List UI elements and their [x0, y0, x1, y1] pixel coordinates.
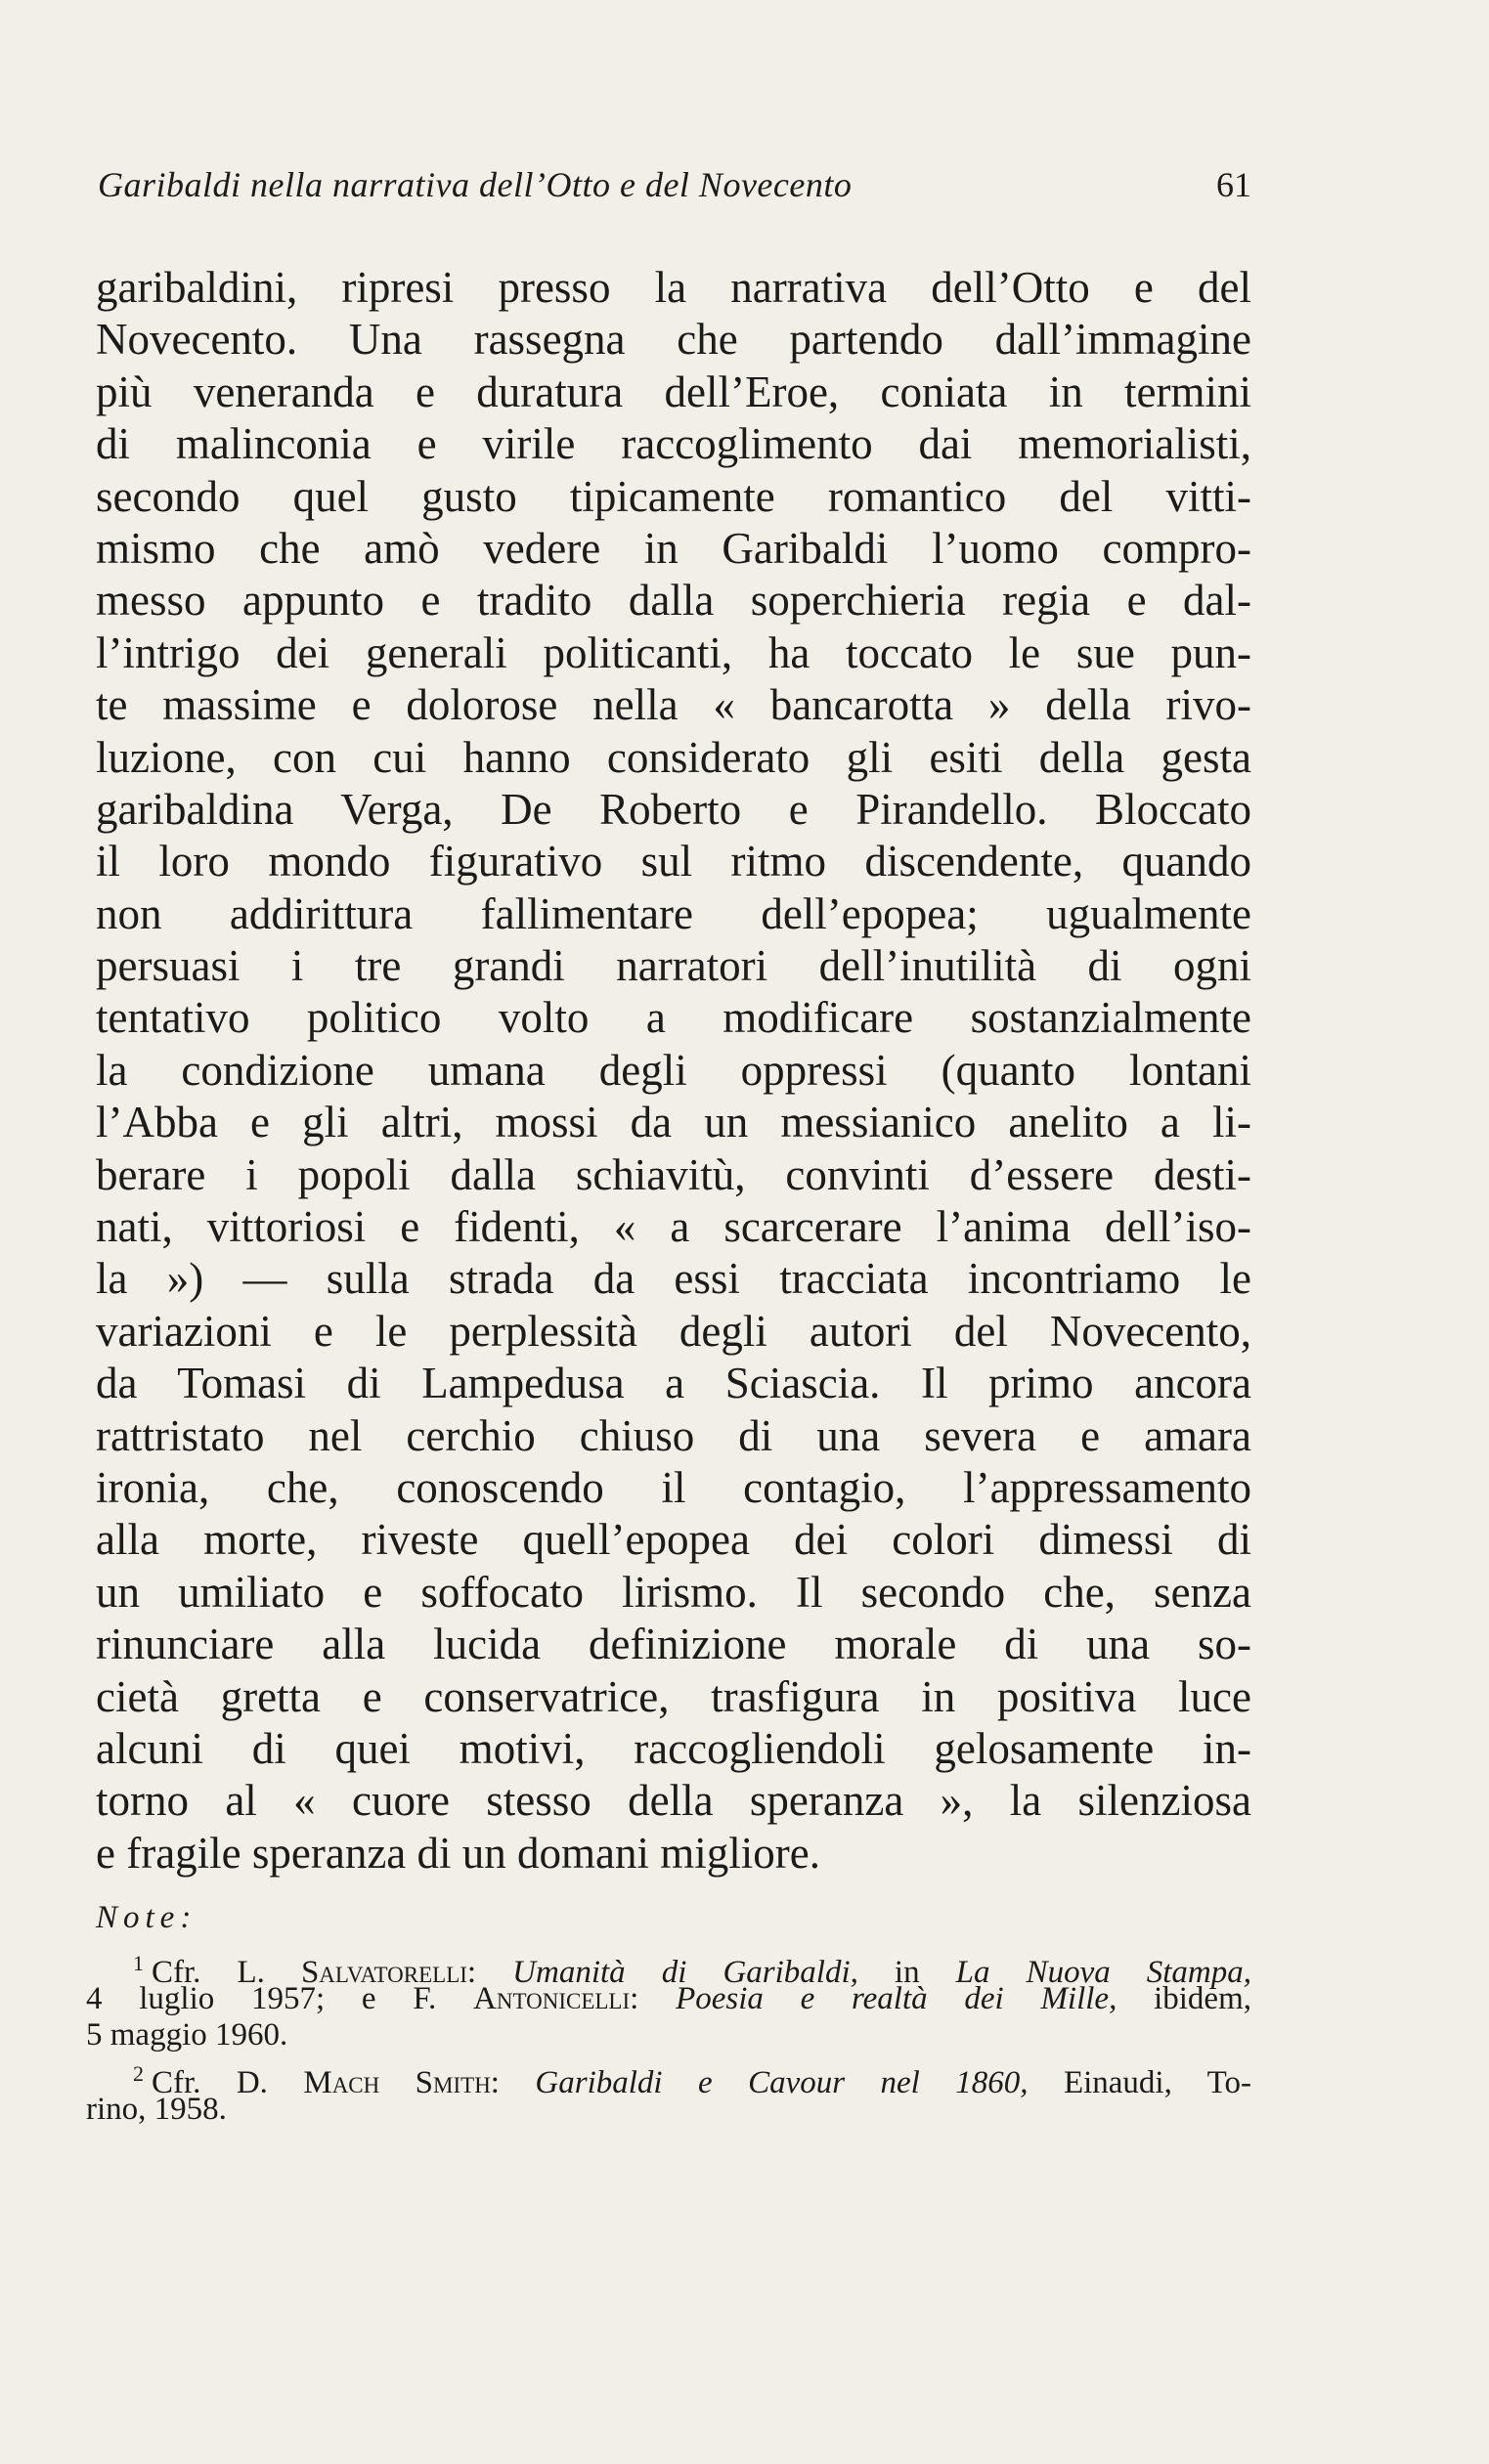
text-line: variazioni e le perplessità degli autori del Novecento, [96, 1306, 1251, 1356]
note-title: Umanità di Garibaldi, [512, 1955, 858, 1990]
page-number: 61 [1216, 165, 1251, 204]
text-line: non addirittura fallimentare dell’epopea; ugualmente [96, 888, 1251, 938]
note-journal: La Nuova Stampa, [955, 1955, 1252, 1990]
note-text: 4 luglio 1957; e F. [86, 1981, 474, 2016]
text-line: la condizione umana degli oppressi (quanto lontani [96, 1045, 1251, 1095]
text-line: persuasi i tre grandi narratori dell’inutilità di ogni [96, 941, 1251, 991]
footnote-marker: 2 [133, 2061, 144, 2086]
text-line: luzione, con cui hanno considerato gli esiti della gesta [96, 732, 1251, 782]
text-line: alla morte, riveste quell’epopea dei colori dimessi di [96, 1515, 1251, 1565]
note-author: Salvatorelli: [300, 1955, 477, 1990]
text-line: garibaldina Verga, De Roberto e Pirandello. Bloccato [96, 784, 1251, 834]
text-line: e fragile speranza di un domani migliore. [96, 1828, 820, 1878]
note-text: Einaudi, To- [1028, 2065, 1252, 2100]
footnotes [76, 1945, 1251, 2130]
note-text: ibidem, [1117, 1981, 1251, 2016]
footnote-2 [76, 2055, 1251, 2128]
text-line: tentativo politico volto a modificare sostanzialmente [96, 993, 1251, 1043]
text-line: l’Abba e gli altri, mossi da un messianico anelito a li- [96, 1098, 1251, 1147]
text-line: più veneranda e duratura dell’Eroe, coniata in termini [96, 367, 1251, 416]
note-text [638, 1981, 676, 2016]
running-head [98, 164, 1251, 213]
footnote-marker: 1 [133, 1951, 144, 1975]
text-line: di malinconia e virile raccoglimento dai memorialisti, [96, 419, 1251, 469]
notes-heading: Note: [96, 1900, 197, 1935]
footnote-line: rino, 1958. [86, 2092, 227, 2127]
note-text: in [857, 1955, 956, 1990]
text-line: mismo che amò vedere in Garibaldi l’uomo compro- [96, 523, 1251, 573]
text-line: rattristato nel cerchio chiuso di una severa e amara [96, 1410, 1251, 1460]
note-title: Garibaldi e Cavour nel 1860, [535, 2065, 1029, 2100]
text-line: alcuni di quei motivi, raccogliendoli gelosamente in- [96, 1723, 1251, 1773]
text-line: te massime e dolorose nella « bancarotta » della rivo- [96, 680, 1251, 730]
text-line: berare i popoli dalla schiavitù, convinti d’essere desti- [96, 1149, 1251, 1199]
footnote-line [76, 1945, 1252, 1990]
text-line: secondo quel gusto tipicamente romantico del vitti- [96, 471, 1251, 521]
text-line: rinunciare alla lucida definizione morale di una so- [96, 1620, 1251, 1669]
note-text [500, 2065, 535, 2100]
text-line: garibaldini, ripresi presso la narrativa dell’Otto e del [96, 263, 1251, 312]
text-line: torno al « cuore stesso della speranza », la silenziosa [96, 1776, 1251, 1826]
text-line: Novecento. Una rassegna che partendo dall’immagine [96, 315, 1251, 365]
note-author: Antonicelli: [473, 1981, 639, 2016]
text-line: l’intrigo dei generali politicanti, ha toccato le sue pun- [96, 627, 1251, 677]
note-text: Cfr. L. [152, 1955, 301, 1990]
text-line: messo appunto e tradito dalla soperchieria regia e dal- [96, 576, 1251, 626]
footnote-1 [76, 1945, 1251, 2053]
text-line: cietà gretta e conservatrice, trasfigura in positiva luce [96, 1671, 1251, 1721]
text-line: nati, vittoriosi e fidenti, « a scarcerare l’anima dell’iso- [96, 1202, 1251, 1252]
running-title: Garibaldi nella narrativa dell’Otto e del Novecento [98, 165, 853, 204]
text-line: la ») — sulla strada da essi tracciata incontriamo le [96, 1254, 1251, 1304]
note-author: Mach Smith: [303, 2065, 500, 2100]
text-line: il loro mondo figurativo sul ritmo discendente, quando [96, 837, 1251, 886]
text-line: ironia, che, conoscendo il contagio, l’appressamento [96, 1462, 1251, 1512]
footnote-line [76, 1981, 1251, 2017]
body-paragraph [96, 262, 1251, 1880]
note-title: Poesia e realtà dei Mille, [676, 1981, 1117, 2016]
footnote-line: 5 maggio 1960. [86, 2017, 288, 2053]
text-line: un umiliato e soffocato lirismo. Il secondo che, senza [96, 1567, 1251, 1617]
note-text: Cfr. D. [152, 2065, 304, 2100]
text-line: da Tomasi di Lampedusa a Sciascia. Il primo ancora [96, 1359, 1251, 1408]
footnote-line [76, 2055, 1252, 2100]
